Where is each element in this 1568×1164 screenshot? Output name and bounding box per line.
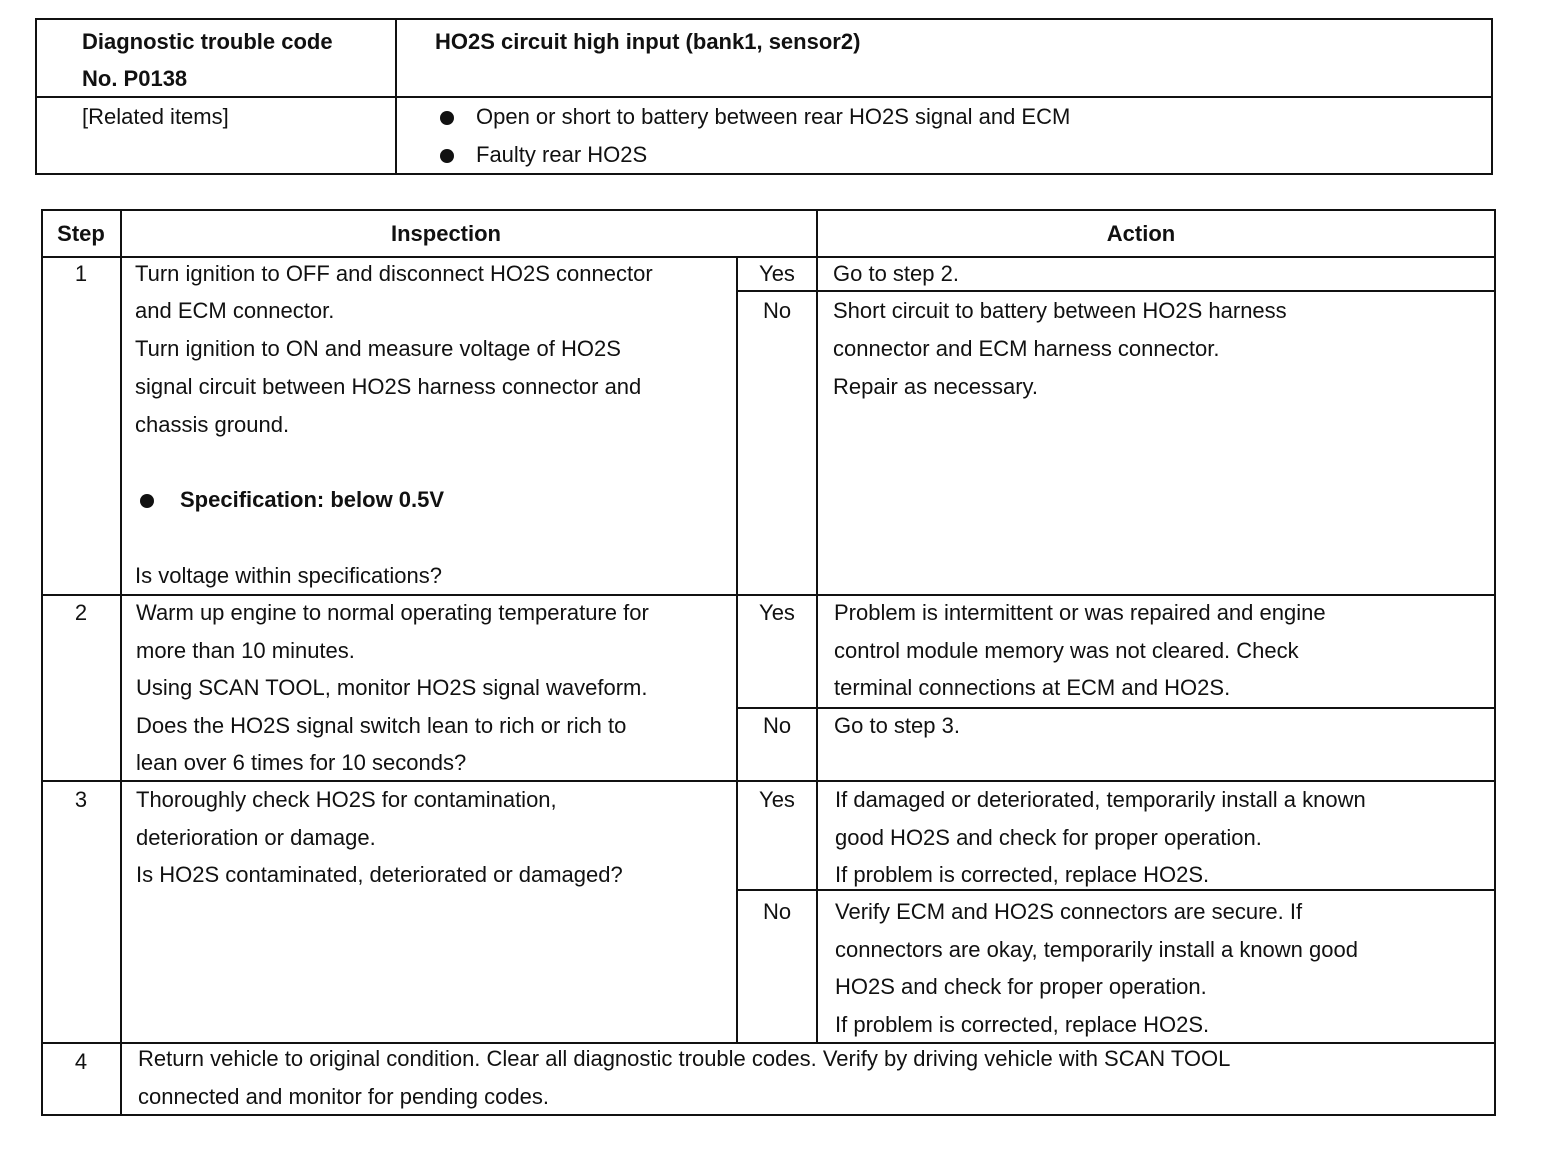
result-no: No [762,298,792,323]
action-text: Problem is intermittent or was repaired and engine [834,600,1326,625]
action-text: If damaged or deteriorated, temporarily install a known [835,787,1366,812]
action-text: If problem is corrected, replace HO2S. [835,1012,1210,1037]
action-text: If problem is corrected, replace HO2S. [835,862,1210,887]
inspection-text: Warm up engine to normal operating temperature for [136,600,649,625]
dtc-label-line2: No. P0138 [82,66,188,91]
inspection-text: Thoroughly check HO2S for contamination, [136,787,557,812]
dtc-title: HO2S circuit high input (bank1, sensor2) [435,29,861,54]
step-number: 1 [74,261,88,286]
inspection-text: Turn ignition to OFF and disconnect HO2S connector [135,261,653,286]
inspection-question: Is voltage within specifications? [135,563,442,588]
action-text: HO2S and check for proper operation. [835,974,1207,999]
related-items-label: [Related items] [82,104,229,129]
step-number: 3 [74,787,88,812]
result-yes: Yes [759,600,795,625]
inspection-text: lean over 6 times for 10 seconds? [136,750,467,775]
inspection-text: and ECM connector. [135,298,335,323]
action-text: connectors are okay, temporarily install a known good [835,937,1358,962]
action-text: Short circuit to battery between HO2S harness [833,298,1287,323]
step-number: 4 [74,1049,88,1074]
specification: Specification: below 0.5V [140,481,444,519]
inspection-text: more than 10 minutes. [136,638,355,663]
inspection-text: chassis ground. [135,412,290,437]
inspection-text: Does the HO2S signal switch lean to rich or rich to [136,713,627,738]
action-column-divider [816,209,818,1043]
result-no: No [762,899,792,924]
inspection-text: connected and monitor for pending codes. [138,1084,549,1109]
step-column-divider [120,209,122,1116]
inspection-text: Using SCAN TOOL, monitor HO2S signal waveform. [136,675,648,700]
inspection-text: Return vehicle to original condition. Clear all diagnostic trouble codes. Verify by driving vehicle with SCAN TOOL [138,1046,1231,1071]
bullet-icon [140,494,154,508]
inspection-text: signal circuit between HO2S harness connector and [135,374,642,399]
action-text: control module memory was not cleared. Check [834,638,1299,663]
result-yes: Yes [759,261,795,286]
dtc-label-line1: Diagnostic trouble code [82,29,333,54]
result-no: No [762,713,792,738]
action-text: connector and ECM harness connector. [833,336,1220,361]
related-item: Faulty rear HO2S [440,136,647,174]
related-item: Open or short to battery between rear HO2S signal and ECM [440,98,1070,136]
action-text: good HO2S and check for proper operation. [835,825,1262,850]
bullet-icon [440,111,454,125]
action-text: Repair as necessary. [833,374,1039,399]
column-header-action: Action [1106,221,1176,246]
result-yes: Yes [759,787,795,812]
action-text: Go to step 3. [834,713,960,738]
action-text: Go to step 2. [833,261,959,286]
step-number: 2 [74,600,88,625]
action-text: terminal connections at ECM and HO2S. [834,675,1231,700]
bullet-icon [440,149,454,163]
column-header-step: Step [57,221,105,246]
column-header-inspection: Inspection [390,221,501,246]
inspection-text: deterioration or damage. [136,825,376,850]
action-text: Verify ECM and HO2S connectors are secure. If [835,899,1303,924]
inspection-text: Turn ignition to ON and measure voltage of HO2S [135,336,621,361]
inspection-text: Is HO2S contaminated, deteriorated or damaged? [136,862,623,887]
